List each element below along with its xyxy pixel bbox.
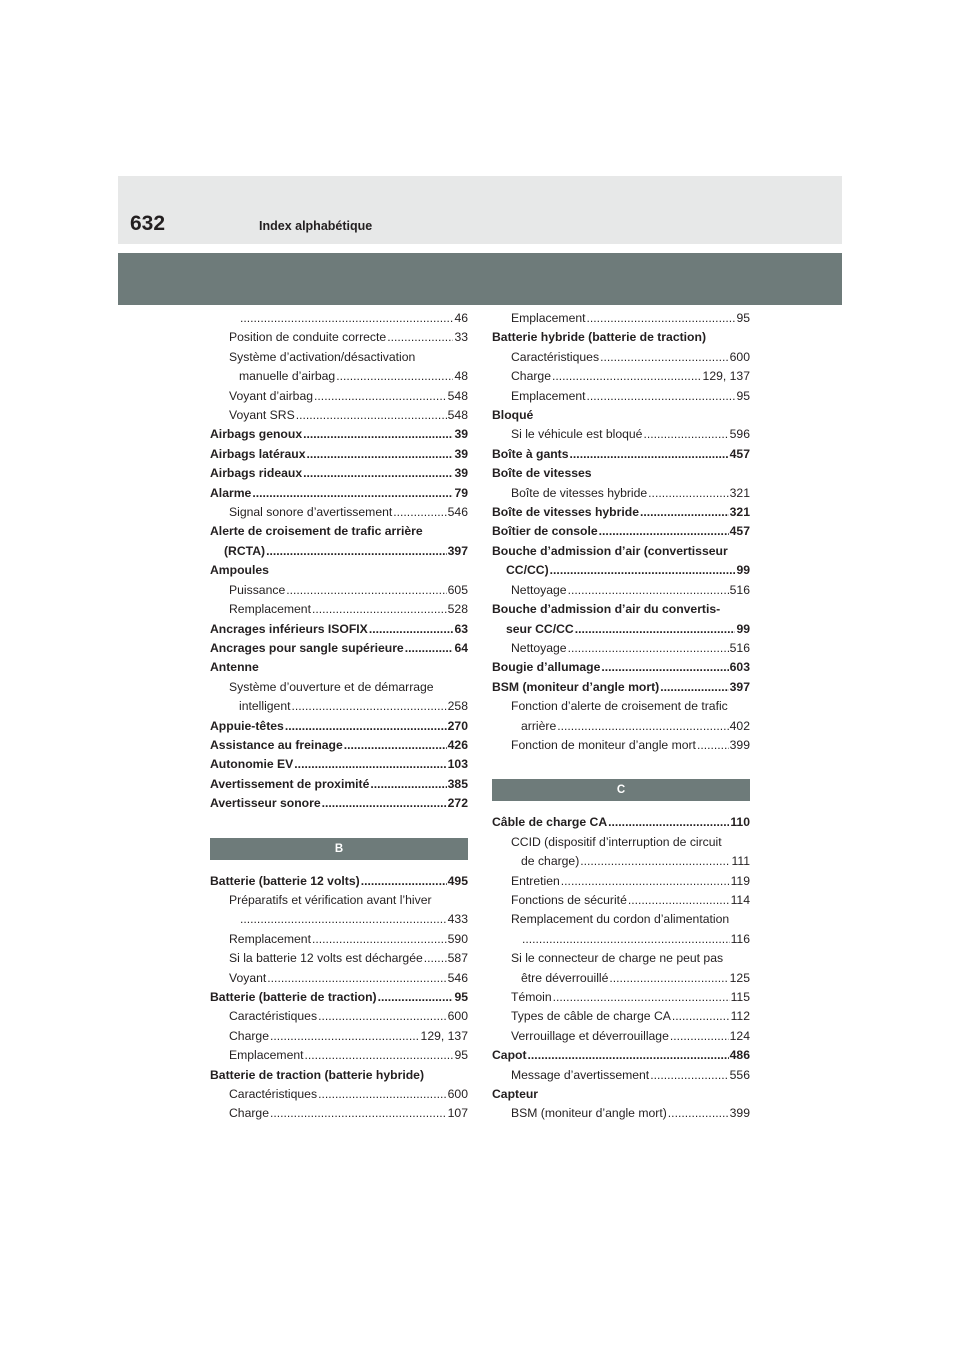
entry-label: Si la batterie 12 volts est déchargée [229, 951, 423, 966]
entry-label: Charge [511, 369, 551, 384]
entry-page-number: 33 [454, 330, 468, 345]
index-entry [210, 775, 468, 794]
entry-label: Fonction d’alerte de croisement de trafic [511, 699, 728, 714]
index-entry [210, 1085, 468, 1104]
entry-page-number: 321 [729, 485, 750, 500]
index-entry [492, 910, 750, 929]
leader-dots [405, 639, 454, 658]
entry-page-number: 402 [729, 718, 750, 733]
index-entry [492, 1046, 750, 1065]
index-column-right [492, 309, 750, 1124]
index-entry [210, 755, 468, 774]
leader-dots [303, 425, 453, 444]
entry-label: Alerte de croisement de trafic arrière [210, 524, 423, 539]
entry-label: Caractéristiques [229, 1087, 318, 1102]
entry-label: Puissance [229, 582, 286, 597]
entry-label: Bouche d’admission d’air (convertisseur [492, 543, 728, 558]
entry-page-number: 548 [447, 408, 468, 423]
leader-dots [640, 503, 729, 522]
entry-page-number: 129, 137 [420, 1028, 468, 1043]
leader-dots [424, 949, 447, 968]
entry-page-number: 548 [447, 388, 468, 403]
entry-page-number: 528 [447, 602, 468, 617]
entry-page-number: 111 [731, 854, 750, 869]
index-entry [210, 581, 468, 600]
index-entry [492, 1007, 750, 1026]
leader-dots [580, 852, 730, 871]
entry-label: Boîte de vitesses hybride [511, 485, 648, 500]
index-entry [492, 813, 750, 832]
entry-page-number: 426 [447, 737, 468, 752]
entry-label: Remplacement du cordon d’alimentation [511, 912, 730, 927]
leader-dots [557, 717, 728, 736]
entry-page-number: 112 [730, 1009, 750, 1024]
entry-page-number: 385 [447, 776, 468, 791]
entry-page-number: 457 [729, 446, 750, 461]
leader-dots [668, 1104, 729, 1123]
index-entry [210, 988, 468, 1007]
index-entry [210, 348, 468, 367]
entry-label: Batterie de traction (batterie hybride) [210, 1067, 425, 1082]
entry-label: Caractéristiques [511, 349, 600, 364]
leader-dots [561, 872, 730, 891]
entry-page-number: 39 [454, 466, 468, 481]
entry-page-number: 115 [730, 990, 750, 1004]
section-header: B [210, 838, 468, 860]
entry-label: Batterie hybride (batterie de traction) [492, 330, 707, 345]
leader-dots [601, 658, 728, 677]
index-entry [492, 930, 750, 949]
entry-label: Airbags genoux [210, 427, 303, 442]
index-entry [210, 561, 468, 580]
index-entry [492, 891, 750, 910]
index-entry [210, 658, 468, 677]
leader-dots [252, 484, 453, 503]
page-title: Index alphabétique [259, 219, 373, 233]
entry-page-number: 321 [729, 505, 750, 520]
index-entry [492, 1066, 750, 1085]
entry-page-number: 39 [454, 446, 468, 461]
entry-page-number: 64 [454, 640, 468, 655]
leader-dots [608, 813, 729, 832]
index-entry [492, 561, 750, 580]
entry-label: Fonctions de sécurité [511, 892, 627, 907]
leader-dots [336, 367, 453, 386]
index-entry [210, 717, 468, 736]
entry-label: Capteur [492, 1087, 539, 1102]
index-entry [492, 969, 750, 988]
entry-label: Système d’ouverture et de démarrage [229, 679, 434, 694]
index-entry [210, 949, 468, 968]
index-entry [210, 542, 468, 561]
entry-page-number: 399 [729, 1106, 750, 1121]
index-entry [210, 1027, 468, 1046]
entry-label: BSM (moniteur d’angle mort) [511, 1106, 667, 1121]
leader-dots [361, 872, 447, 891]
leader-dots [307, 445, 454, 464]
index-entry [492, 949, 750, 968]
index-entry [492, 1085, 750, 1104]
leader-dots [378, 988, 454, 1007]
index-column-left [210, 309, 468, 1124]
leader-dots [318, 1007, 447, 1026]
entry-page-number: 596 [729, 427, 750, 442]
index-entry [210, 1007, 468, 1026]
index-entry [210, 697, 468, 716]
entry-page-number: 433 [447, 912, 468, 927]
entry-label: CCID (dispositif d’interruption de circuit [511, 834, 722, 849]
leader-dots [568, 639, 729, 658]
entry-page-number: 272 [447, 796, 468, 811]
leader-dots [312, 600, 447, 619]
leader-dots [643, 425, 728, 444]
entry-label: Avertissement de proximité [210, 776, 370, 791]
entry-page-number: 495 [447, 873, 468, 888]
leader-dots [305, 1046, 454, 1065]
index-entry [492, 658, 750, 677]
leader-dots [609, 969, 728, 988]
entry-label: Voyant [229, 970, 267, 985]
index-entry [210, 678, 468, 697]
entry-page-number: 486 [729, 1048, 750, 1063]
entry-label: Système d’activation/désactivation [229, 349, 416, 364]
entry-label: Préparatifs et vérification avant l’hiver [229, 892, 432, 907]
entry-label: (RCTA) [224, 543, 266, 558]
entry-label: arrière [521, 718, 557, 733]
leader-dots [270, 1027, 420, 1046]
page-header [118, 176, 842, 244]
entry-page-number: 124 [729, 1028, 750, 1043]
entry-label: Remplacement [229, 602, 311, 617]
leader-dots [303, 464, 453, 483]
entry-page-number: 39 [454, 427, 468, 442]
index-entry [492, 852, 750, 871]
entry-label: Bloqué [492, 408, 534, 423]
index-entry [492, 367, 750, 386]
entry-label: Signal sonore d’avertissement [229, 505, 393, 520]
index-entry [210, 328, 468, 347]
index-entry [210, 620, 468, 639]
leader-dots [568, 581, 729, 600]
entry-page-number: 114 [730, 892, 750, 907]
leader-dots [528, 1046, 729, 1065]
leader-dots [599, 522, 729, 541]
leader-dots [600, 348, 729, 367]
leader-dots [522, 930, 730, 949]
entry-page-number: 399 [729, 737, 750, 752]
entry-label: Airbags latéraux [210, 446, 306, 461]
entry-page-number: 95 [736, 311, 750, 325]
entry-label: Airbags rideaux [210, 466, 303, 481]
entry-label: de charge) [521, 854, 580, 869]
leader-dots [672, 1007, 730, 1026]
index-entry [492, 328, 750, 347]
entry-page-number: 125 [729, 970, 750, 985]
entry-label: Ancrages pour sangle supérieure [210, 640, 404, 655]
leader-dots [240, 309, 453, 328]
index-entry [492, 387, 750, 406]
index-entry [492, 833, 750, 852]
entry-page-number: 516 [729, 582, 750, 597]
entry-label: Avertisseur sonore [210, 796, 321, 811]
index-entry [210, 445, 468, 464]
entry-label: Si le véhicule est bloqué [511, 427, 643, 442]
entry-label: Entretien [511, 873, 560, 888]
entry-label: Témoin [511, 990, 552, 1004]
page-number: 632 [130, 212, 166, 235]
entry-page-number: 46 [454, 311, 468, 325]
entry-label: Emplacement [511, 311, 586, 325]
index-entry [492, 678, 750, 697]
entry-page-number: 258 [447, 699, 468, 714]
entry-label: Nettoyage [511, 582, 567, 597]
entry-page-number: 600 [447, 1009, 468, 1024]
index-entry [492, 484, 750, 503]
leader-dots [240, 910, 447, 929]
leader-dots [570, 445, 729, 464]
index-entry [492, 581, 750, 600]
entry-page-number: 103 [447, 757, 468, 772]
entry-page-number: 116 [730, 931, 750, 946]
leader-dots [270, 1104, 447, 1123]
index-entry [210, 425, 468, 444]
entry-label: Alarme [210, 485, 252, 500]
entry-label: Bouche d’admission d’air du convertis- [492, 602, 721, 617]
entry-label: Position de conduite correcte [229, 330, 387, 345]
index-entry [210, 1104, 468, 1123]
index-entry [492, 522, 750, 541]
entry-label: Nettoyage [511, 640, 567, 655]
index-entry [210, 969, 468, 988]
entry-page-number: 79 [454, 485, 468, 500]
entry-page-number: 605 [447, 582, 468, 597]
header-band [118, 253, 842, 305]
entry-page-number: 63 [454, 621, 468, 636]
leader-dots [575, 620, 736, 639]
entry-label: seur CC/CC [506, 621, 574, 636]
entry-label: Ancrages inférieurs ISOFIX [210, 621, 368, 636]
entry-label: Charge [229, 1028, 269, 1043]
entry-page-number: 95 [454, 990, 468, 1004]
leader-dots [318, 1085, 447, 1104]
entry-label: Message d’avertissement [511, 1067, 650, 1082]
index-entry [210, 872, 468, 891]
index-entry [210, 503, 468, 522]
index-entry [210, 309, 468, 328]
leader-dots [370, 775, 446, 794]
index-entry [210, 1066, 468, 1085]
entry-page-number: 110 [730, 815, 750, 830]
index-entry [492, 348, 750, 367]
entry-page-number: 99 [736, 563, 750, 578]
entry-page-number: 546 [447, 505, 468, 520]
index-entry [492, 639, 750, 658]
entry-label: Remplacement [229, 931, 311, 946]
entry-label: Batterie (batterie 12 volts) [210, 873, 360, 888]
index-entry [492, 445, 750, 464]
leader-dots [267, 969, 446, 988]
index-entry [492, 1027, 750, 1046]
entry-label: Ampoules [210, 563, 269, 578]
index-entry [210, 930, 468, 949]
index-entry [210, 367, 468, 386]
index-entry [210, 406, 468, 425]
entry-label: Batterie (batterie de traction) [210, 990, 377, 1004]
leader-dots [628, 891, 730, 910]
index-entry [210, 891, 468, 910]
entry-label: Voyant d’airbag [229, 388, 314, 403]
entry-page-number: 457 [729, 524, 750, 539]
entry-page-number: 107 [447, 1106, 468, 1121]
index-entry [210, 910, 468, 929]
index-entry [210, 639, 468, 658]
entry-label: Boîtier de console [492, 524, 598, 539]
entry-page-number: 48 [454, 369, 468, 384]
entry-page-number: 556 [729, 1067, 750, 1082]
leader-dots [660, 678, 728, 697]
leader-dots [670, 1027, 729, 1046]
entry-page-number: 600 [729, 349, 750, 364]
index-entry [492, 464, 750, 483]
leader-dots [369, 620, 454, 639]
entry-label: Charge [229, 1106, 269, 1121]
index-entry [492, 425, 750, 444]
entry-page-number: 270 [447, 718, 468, 733]
entry-label: Types de câble de charge CA [511, 1009, 671, 1024]
index-entry [210, 736, 468, 755]
leader-dots [650, 1066, 728, 1085]
entry-label: Verrouillage et déverrouillage [511, 1028, 669, 1043]
entry-label: Emplacement [511, 388, 586, 403]
leader-dots [294, 755, 446, 774]
entry-page-number: 129, 137 [702, 369, 750, 384]
index-entry [492, 988, 750, 1007]
index-entry [492, 717, 750, 736]
leader-dots [387, 328, 453, 347]
leader-dots [286, 581, 446, 600]
entry-page-number: 546 [447, 970, 468, 985]
entry-page-number: 590 [447, 931, 468, 946]
leader-dots [312, 930, 447, 949]
index-entry [492, 736, 750, 755]
entry-label: Capot [492, 1048, 527, 1063]
index-entry [492, 1104, 750, 1123]
entry-label: Bougie d’allumage [492, 660, 601, 675]
leader-dots [697, 736, 729, 755]
entry-label: Boîte de vitesses hybride [492, 505, 639, 520]
index-entry [492, 406, 750, 425]
leader-dots [587, 387, 736, 406]
index-entry [210, 464, 468, 483]
entry-page-number: 95 [736, 388, 750, 403]
entry-page-number: 516 [729, 640, 750, 655]
leader-dots [322, 794, 447, 813]
entry-label: Autonomie EV [210, 757, 294, 772]
leader-dots [314, 387, 447, 406]
entry-label: Assistance au freinage [210, 737, 343, 752]
leader-dots [292, 697, 447, 716]
index-entry [210, 600, 468, 619]
index-entry [492, 600, 750, 619]
entry-label: Caractéristiques [229, 1009, 318, 1024]
entry-label: Antenne [210, 660, 259, 675]
index-entry [210, 387, 468, 406]
entry-page-number: 99 [736, 621, 750, 636]
index-entry [210, 1046, 468, 1065]
entry-page-number: 397 [447, 543, 468, 558]
entry-label: Fonction de moniteur d’angle mort [511, 737, 696, 752]
leader-dots [552, 367, 702, 386]
leader-dots [285, 717, 447, 736]
entry-page-number: 603 [729, 660, 750, 675]
entry-label: Si le connecteur de charge ne peut pas [511, 951, 724, 966]
leader-dots [393, 503, 446, 522]
index-entry [492, 309, 750, 328]
leader-dots [587, 309, 736, 328]
leader-dots [553, 988, 730, 1007]
section-header: C [492, 779, 750, 801]
leader-dots [344, 736, 447, 755]
entry-label: BSM (moniteur d’angle mort) [492, 679, 660, 694]
entry-label: manuelle d’airbag [239, 369, 336, 384]
entry-page-number: 600 [447, 1087, 468, 1102]
entry-label: Boîte de vitesses [492, 466, 592, 481]
entry-label: Appuie-têtes [210, 718, 284, 733]
index-entry [210, 522, 468, 541]
entry-page-number: 587 [447, 951, 468, 966]
leader-dots [266, 542, 447, 561]
entry-page-number: 397 [729, 679, 750, 694]
index-entry [492, 542, 750, 561]
index-entry [492, 872, 750, 891]
entry-page-number: 119 [730, 873, 750, 888]
entry-label: être déverrouillé [521, 970, 609, 985]
entry-label: Câble de charge CA [492, 815, 608, 830]
entry-label: Boîte à gants [492, 446, 569, 461]
entry-label: intelligent [239, 699, 291, 714]
leader-dots [550, 561, 736, 580]
index-entry [210, 484, 468, 503]
index-entry [492, 503, 750, 522]
entry-label: Voyant SRS [229, 408, 295, 423]
leader-dots [296, 406, 447, 425]
entry-label: Emplacement [229, 1048, 304, 1063]
index-entry [492, 697, 750, 716]
index-entry [492, 620, 750, 639]
entry-label: CC/CC) [506, 563, 549, 578]
index-entry [210, 794, 468, 813]
leader-dots [648, 484, 728, 503]
entry-page-number: 95 [454, 1048, 468, 1063]
